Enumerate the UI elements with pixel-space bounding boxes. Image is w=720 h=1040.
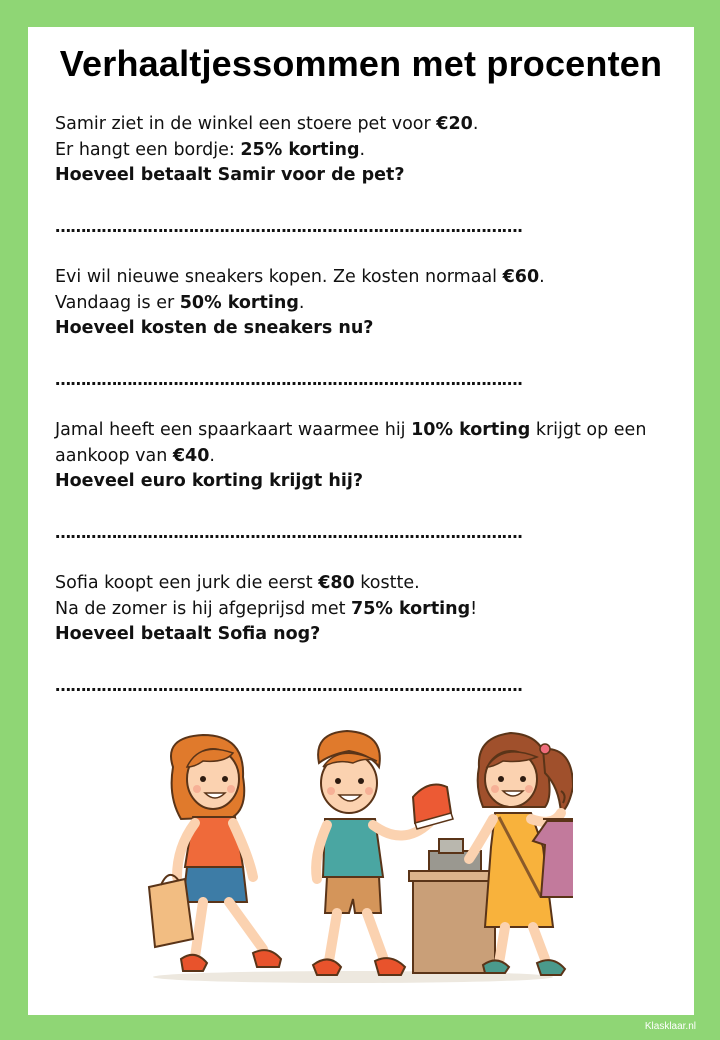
- problem-3-line-1: Jamal heeft een spaarkaart waarmee hij 10% korting krijgt op een: [55, 420, 647, 440]
- girl-with-bag-figure: [149, 735, 281, 971]
- problem-4-question: Hoeveel betaalt Sofia nog?: [55, 624, 321, 644]
- problem-3-question: Hoeveel euro korting krijgt hij?: [55, 471, 363, 491]
- footer-credit: Klasklaar.nl: [644, 1021, 696, 1032]
- problem-4-line-1: Sofia koopt een jurk die eerst €80 kostte.: [55, 573, 420, 593]
- problem-1-line-1: Samir ziet in de winkel een stoere pet voor €20.: [55, 114, 479, 134]
- page-title: Verhaaltjessommen met procenten: [59, 43, 663, 84]
- problem-2-line-2: Vandaag is er 50% korting.: [55, 292, 305, 313]
- problem-1: [55, 112, 675, 189]
- answer-line-3[interactable]: ……………………………………………………………………………….: [55, 523, 523, 542]
- problem-4-line-2: Na de zomer is hij afgeprijsd met 75% korting!: [55, 598, 478, 619]
- answer-line-4[interactable]: ……………………………………………………………………………….: [55, 676, 523, 695]
- problem-2-question: Hoeveel kosten de sneakers nu?: [55, 318, 374, 338]
- problem-2-line-1: Evi wil nieuwe sneakers kopen. Ze kosten normaal €60.: [55, 267, 545, 287]
- problem-4: [55, 571, 675, 648]
- problem-1-line-2: Er hangt een bordje: 25% korting.: [55, 139, 366, 160]
- problem-1-question: Hoeveel betaalt Samir voor de pet?: [55, 165, 405, 185]
- shop-counter: [409, 839, 499, 973]
- problem-3: [55, 418, 675, 495]
- kids-shopping-illustration: [133, 727, 573, 987]
- problem-2: [55, 265, 675, 342]
- worksheet: [28, 27, 694, 1015]
- answer-line-1[interactable]: ……………………………………………………………………………….: [55, 217, 523, 236]
- answer-line-2[interactable]: ……………………………………………………………………………….: [55, 370, 523, 389]
- problem-3-line-2: aankoop van €40.: [55, 445, 215, 466]
